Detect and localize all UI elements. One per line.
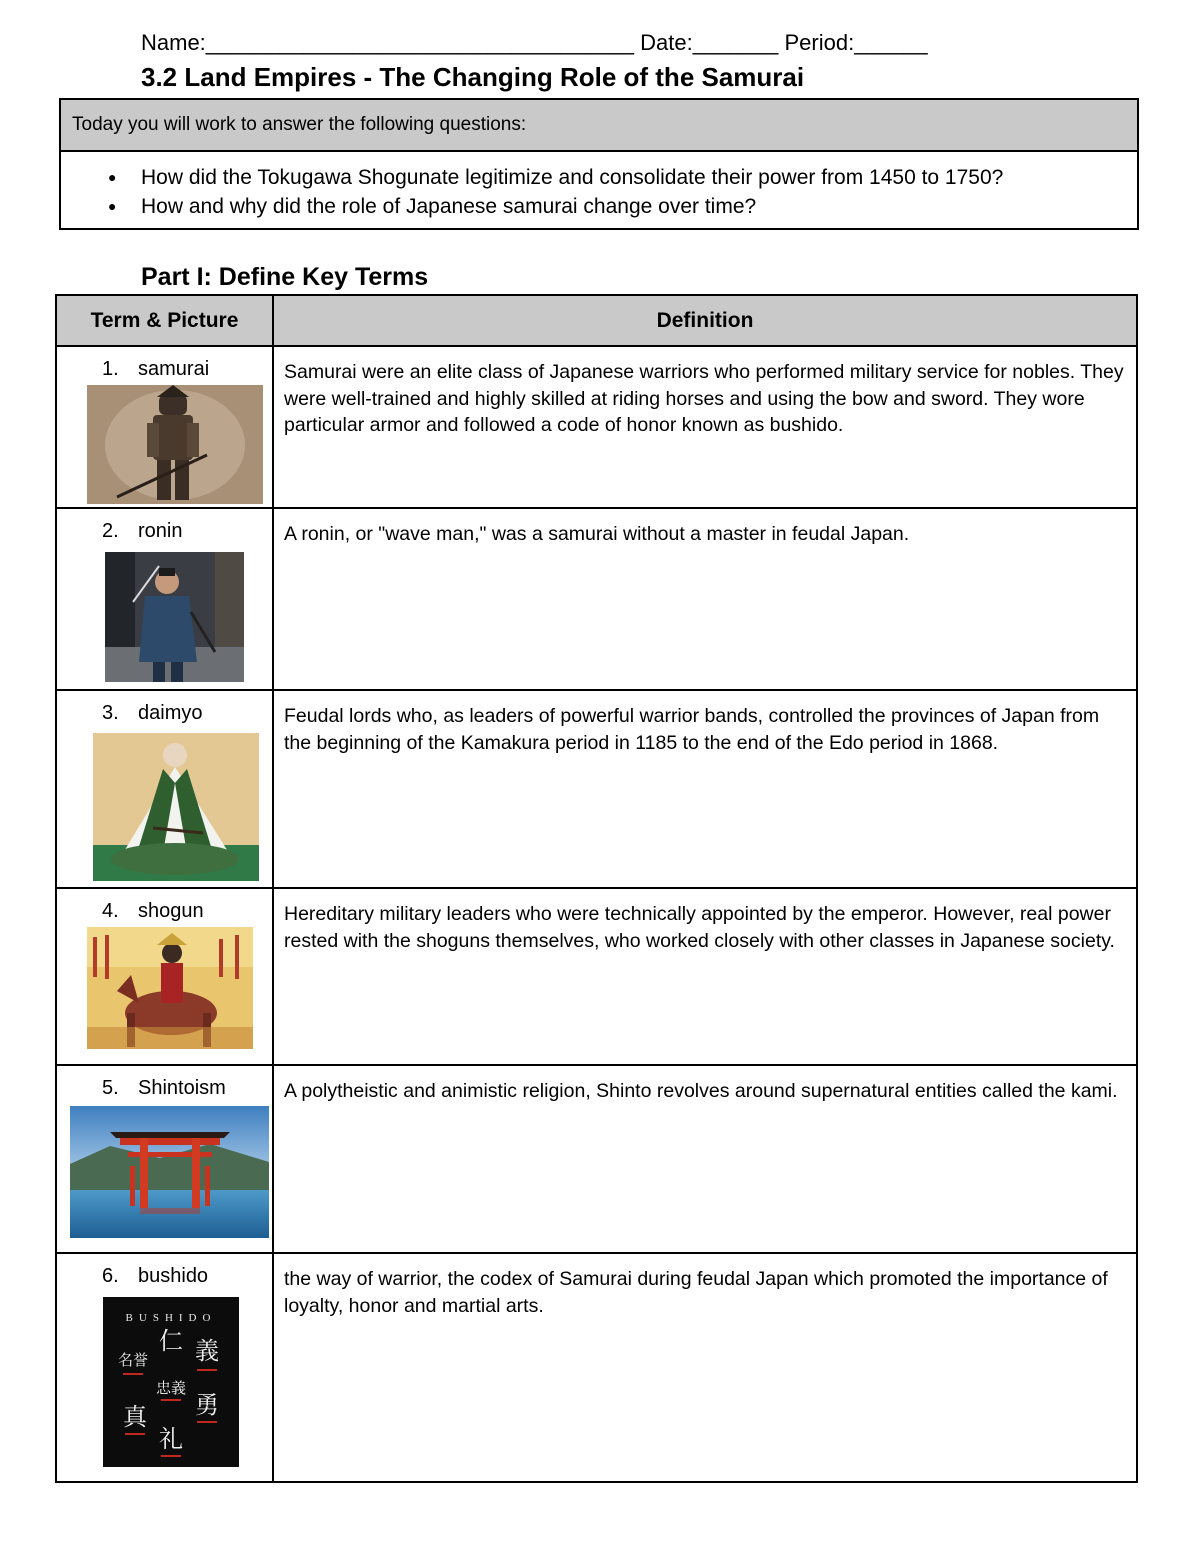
samurai-armor-image (87, 385, 263, 504)
daimyo-portrait-image (93, 733, 259, 881)
table-row (57, 1254, 1136, 1481)
term-label (102, 900, 204, 923)
guiding-questions-list (61, 152, 1137, 221)
term-number: 4. (102, 900, 119, 922)
table-row (57, 509, 1136, 691)
term-label (102, 1265, 208, 1288)
page-title: 3.2 Land Empires - The Changing Role of the Samurai (141, 62, 805, 92)
term-number: 3. (102, 702, 119, 724)
term-label (102, 520, 182, 543)
term-cell (57, 691, 274, 887)
term-cell (57, 1066, 274, 1252)
bushido-cover-image (103, 1297, 239, 1467)
term-name: Shintoism (138, 1077, 226, 1099)
torii-gate-image (70, 1106, 269, 1238)
term-number: 6. (102, 1265, 119, 1287)
term-name: bushido (138, 1265, 209, 1287)
student-info-line: Name:___________________________________ Date:_______ Period:______ (141, 30, 928, 55)
term-name: samurai (138, 358, 210, 380)
column-header-definition: Definition (656, 308, 754, 332)
ronin-swordsman-image (105, 552, 244, 682)
guiding-question: ● How did the Tokugawa Shogunate legitimize and consolidate their power from 1450 to 1750? (108, 163, 1137, 192)
term-name: daimyo (138, 702, 203, 724)
table-row (57, 691, 1136, 889)
term-cell (57, 889, 274, 1064)
term-name: ronin (138, 520, 183, 542)
term-number: 1. (102, 358, 119, 380)
definition-cell: A ronin, or "wave man," was a samurai without a master in feudal Japan. (284, 523, 910, 545)
term-name: shogun (138, 900, 204, 922)
cover-kanji: 真 (123, 1403, 147, 1431)
shogun-illustration-image (87, 927, 253, 1049)
cover-kanji: 義 (195, 1337, 219, 1365)
definition-cell: Feudal lords who, as leaders of powerful warrior bands, controlled the provinces of Japan from the beginning of the Kamakura period in 1185 to the end of the Edo period in 1868. (284, 705, 1100, 754)
term-number: 5. (102, 1077, 119, 1099)
guiding-questions-box (59, 98, 1139, 230)
table-row (57, 889, 1136, 1066)
key-terms-table (55, 294, 1138, 1483)
definition-cell: Hereditary military leaders who were technically appointed by the emperor. However, real power rested with the shoguns themselves, who worked closely with other classes in Japanese society. (284, 903, 1115, 952)
definition-cell: the way of warrior, the codex of Samurai during feudal Japan which promoted the importance of loyalty, honor and martial arts. (284, 1268, 1108, 1317)
definition-cell: Samurai were an elite class of Japanese warriors who performed military service for nobles. They were well-trained and highly skilled at riding horses and using the bow and sword. They wore particular armor and followed a code of honor known as bushido. (284, 361, 1124, 436)
term-label (102, 358, 209, 381)
guiding-questions-heading: Today you will work to answer the following questions: (61, 100, 1137, 152)
term-cell (57, 347, 274, 507)
term-cell (57, 509, 274, 689)
guiding-question: ● How and why did the role of Japanese samurai change over time? (108, 192, 1137, 221)
table-row (57, 1066, 1136, 1254)
part-heading: Part I: Define Key Terms (141, 263, 429, 291)
table-row (57, 347, 1136, 509)
term-label (102, 1077, 226, 1100)
cover-kanji: 忠義 (155, 1379, 187, 1397)
term-number: 2. (102, 520, 119, 542)
cover-title: BUSHIDO (125, 1312, 217, 1324)
table-header-row (57, 296, 1136, 347)
term-cell (57, 1254, 274, 1481)
cover-kanji: 仁 (159, 1327, 183, 1355)
term-label (102, 702, 202, 725)
cover-kanji: 礼 (159, 1425, 183, 1453)
cover-kanji: 勇 (195, 1391, 219, 1419)
cover-kanji: 名誉 (117, 1351, 149, 1369)
column-header-term: Term & Picture (57, 296, 274, 345)
definition-cell: A polytheistic and animistic religion, Shinto revolves around supernatural entities called the kami. (284, 1080, 1118, 1102)
